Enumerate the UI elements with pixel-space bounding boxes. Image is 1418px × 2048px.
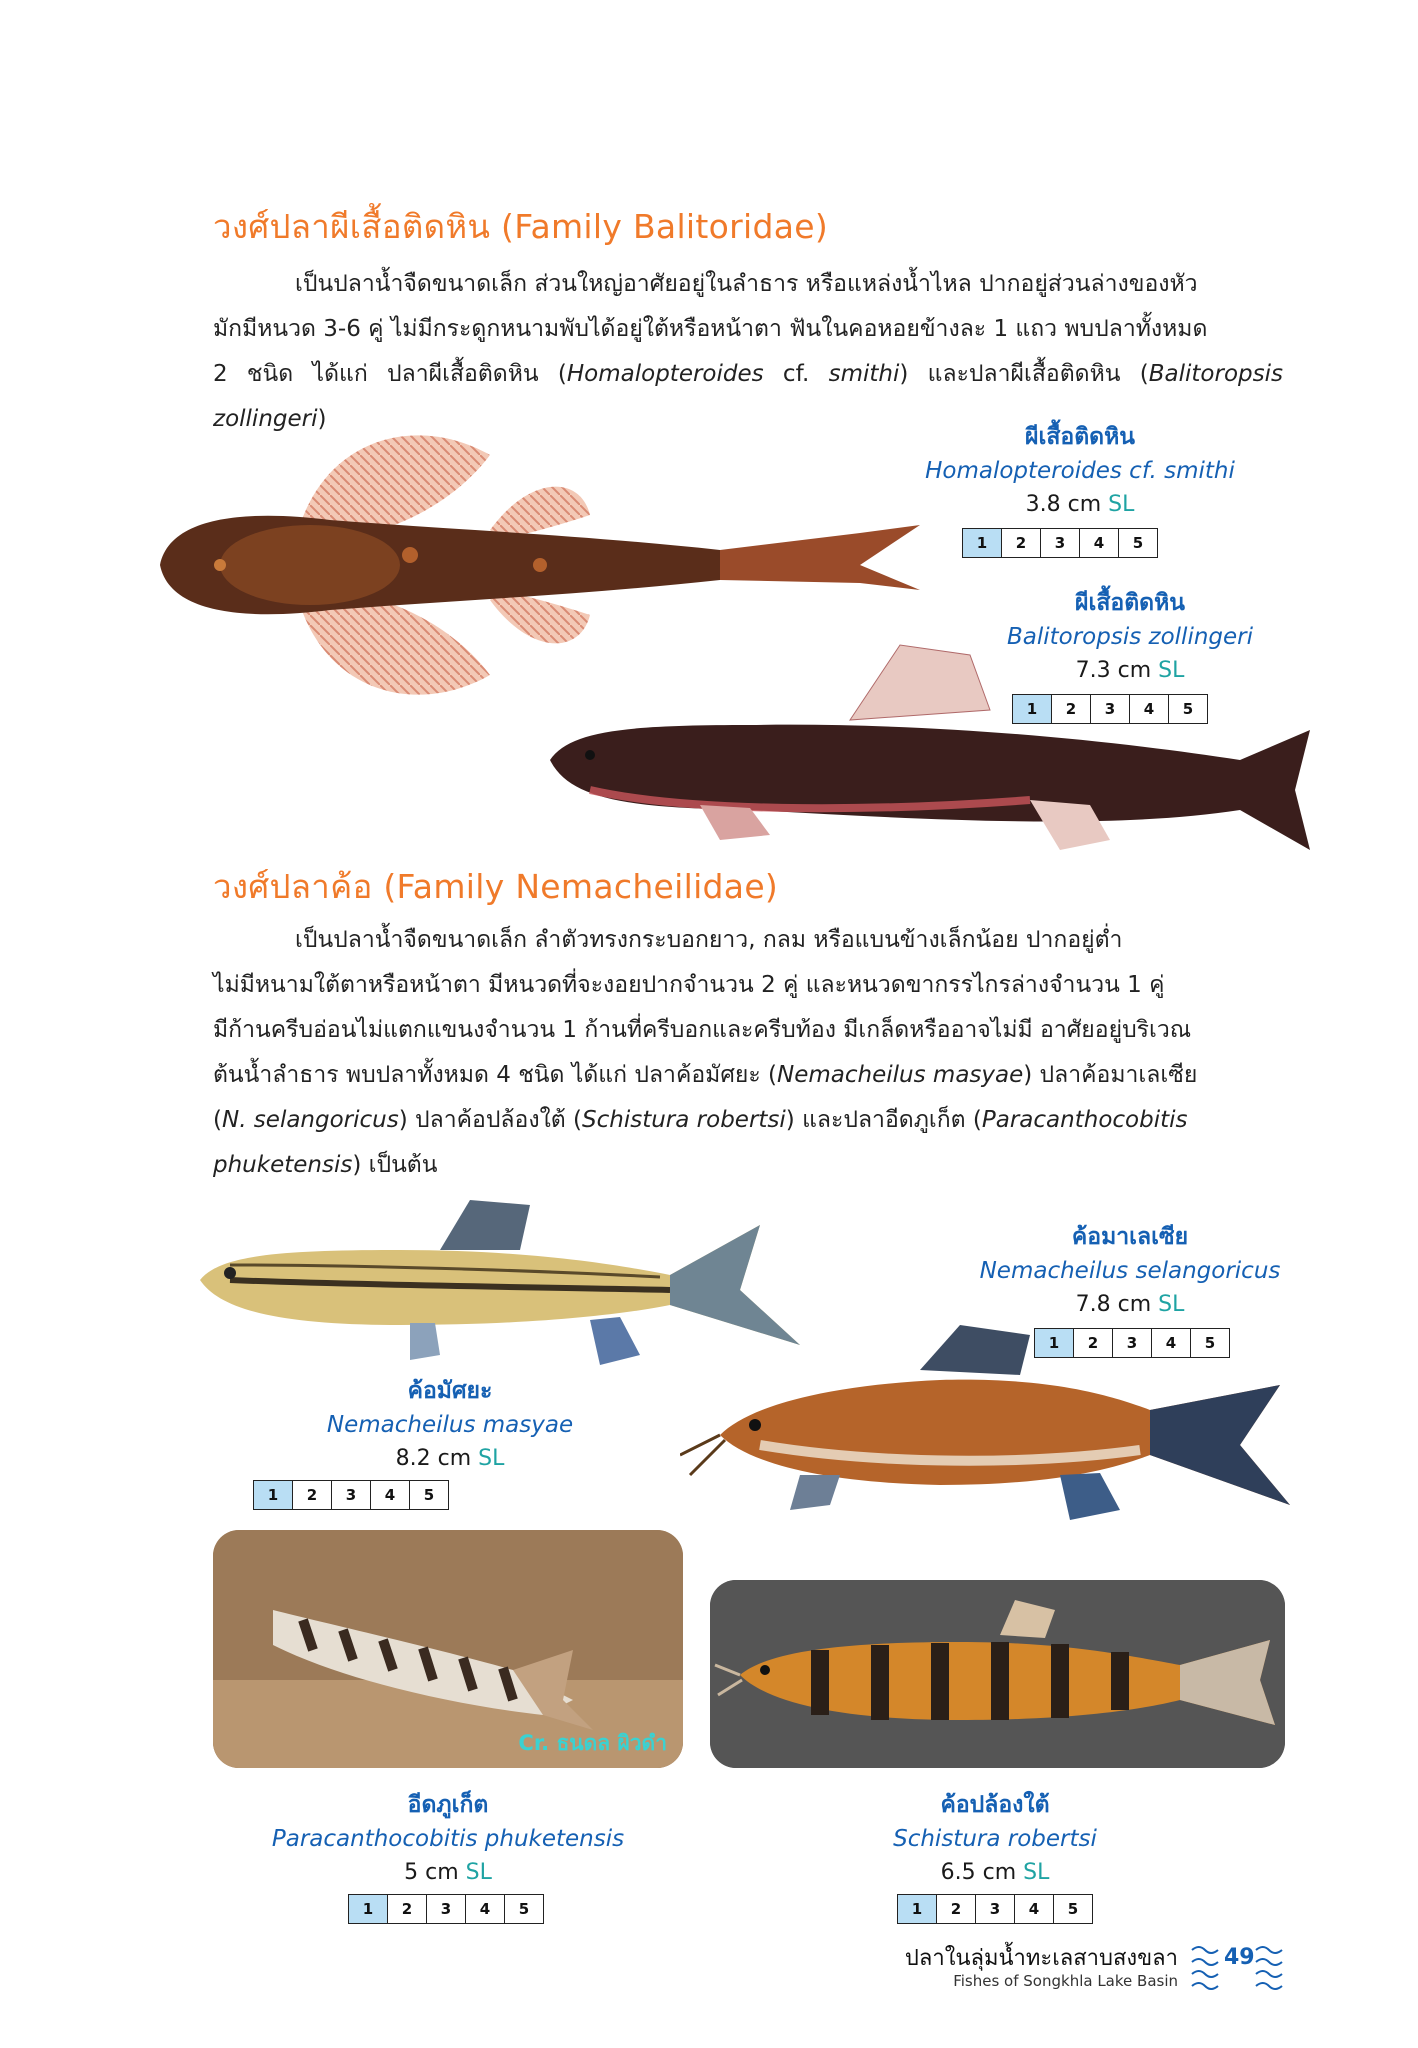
fish2-scientific-name: Balitoropsis zollingeri (1006, 624, 1254, 650)
para2-line5e: ) และปลาอีดภูเก็ต ( (785, 1107, 982, 1133)
para1-line3c: cf. (763, 361, 829, 387)
para2-line6a: phuketensis (213, 1152, 353, 1178)
fish2-thai-name: ผีเสื้อติดหิน (1075, 590, 1185, 616)
fish3-size (930, 1288, 1330, 1322)
fish2-size-unit: SL (1158, 658, 1185, 683)
fish2-size-value: 7.3 cm (1075, 658, 1152, 683)
fish3-thai-name: ค้อมาเลเซีย (1071, 1224, 1189, 1250)
scale-cell: 5 (1182, 700, 1194, 718)
scale-cell: 3 (427, 1895, 466, 1923)
scale-cell: 5 (1067, 1900, 1079, 1918)
schistura-robertsi-photo (710, 1580, 1285, 1768)
scale-cell: 3 (1113, 1329, 1152, 1357)
scale-cell: 2 (1052, 695, 1091, 723)
fish1-size-value: 3.8 cm (1025, 492, 1102, 517)
fish1-abundance-scale (962, 528, 1158, 558)
scale-cell: 1 (898, 1895, 937, 1923)
scale-cell: 4 (1015, 1895, 1054, 1923)
fish6-size (795, 1856, 1195, 1890)
fish4-size-unit: SL (478, 1446, 505, 1471)
scale-cell: 2 (937, 1895, 976, 1923)
para1-line1: เป็นปลาน้ำจืดขนาดเล็ก ส่วนใหญ่อาศัยอยู่ในลำธาร หรือแหล่งน้ำไหล ปากอยู่ส่วนล่างของหัว (295, 271, 1198, 297)
para2-line2: ไม่มีหนามใต้ตาหรือหน้าตา มีหนวดที่จะงอยปากจำนวน 2 คู่ และหนวดขากรรไกรล่างจำนวน 1 คู่ (213, 972, 1165, 998)
para1-line3e: ) และปลาผีเสื้อติดหิน ( (899, 361, 1149, 387)
footer-title-thai: ปลาในลุ่มน้ำทะเลสาบสงขลา (904, 1946, 1178, 1971)
caption-schistura-robertsi (795, 1788, 1195, 1890)
caption-nemacheilus-selangoricus (930, 1220, 1330, 1322)
fish4-scientific-name: Nemacheilus masyae (326, 1412, 574, 1438)
scale-cell: 4 (371, 1481, 410, 1509)
fish1-scientific-name: Homalopteroides cf. smithi (925, 458, 1235, 484)
fish3-scientific-name: Nemacheilus selangoricus (979, 1258, 1281, 1284)
para2-line4b: Nemacheilus masyae (777, 1062, 1024, 1088)
fish5-scientific-name: Paracanthocobitis phuketensis (271, 1826, 625, 1852)
scale-cell: 3 (1041, 529, 1080, 557)
photo-credit: Cr. ธนดล ผิวดำ (518, 1731, 667, 1755)
fish6-size-unit: SL (1023, 1860, 1050, 1885)
section2-paragraph (213, 918, 1283, 1188)
fish6-thai-name: ค้อปล้องใต้ (940, 1792, 1050, 1818)
fish4-size-value: 8.2 cm (395, 1446, 472, 1471)
nemacheilus-selangoricus-photo (680, 1325, 1290, 1525)
fish1-size (880, 488, 1280, 522)
para1-line3f: Balitoropsis zollingeri (213, 361, 1283, 432)
para2-line5b: N. selangoricus (221, 1107, 399, 1133)
scale-cell: 2 (1002, 529, 1041, 557)
wave-icon-right (1254, 1942, 1284, 1992)
scale-cell: 5 (423, 1486, 435, 1504)
scale-cell: 1 (1013, 695, 1052, 723)
footer-title-english: Fishes of Songkhla Lake Basin (953, 1972, 1178, 1990)
para1-line3d: smithi (828, 361, 900, 387)
section-title-nemacheilidae: วงศ์ปลาค้อ (Family Nemacheilidae) (213, 867, 779, 906)
para2-line1: เป็นปลาน้ำจืดขนาดเล็ก ลำตัวทรงกระบอกยาว, กลม หรือแบนข้างเล็กน้อย ปากอยู่ต่ำ (295, 927, 1123, 953)
para2-line5c: ) ปลาค้อปล้องใต้ ( (398, 1107, 583, 1133)
balitoropsis-photo (550, 640, 1310, 860)
fish6-size-value: 6.5 cm (940, 1860, 1017, 1885)
scale-cell: 5 (518, 1900, 530, 1918)
scale-cell: 3 (332, 1481, 371, 1509)
para2-line5d: Schistura robertsi (582, 1107, 786, 1133)
para1-line3g: ) (317, 406, 327, 432)
fish1-size-unit: SL (1108, 492, 1135, 517)
fish4-thai-name: ค้อมัศยะ (407, 1378, 493, 1404)
caption-paracanthocobitis (238, 1788, 658, 1890)
fish5-size-value: 5 cm (404, 1860, 459, 1885)
caption-homalopteroides (880, 420, 1280, 522)
para1-line3b: Homalopteroides (566, 361, 764, 387)
scale-cell: 1 (1035, 1329, 1074, 1357)
scale-cell: 1 (254, 1481, 293, 1509)
para2-line5f: Paracanthocobitis (981, 1107, 1188, 1133)
para1-line2: มักมีหนวด 3-6 คู่ ไม่มีกระดูกหนามพับได้อยู่ใต้หรือหน้าตา ฟันในคอหอยข้างละ 1 แถว พบปลาทั้งหมด (213, 316, 1208, 342)
paracanthocobitis-photo (213, 1530, 683, 1768)
fish5-thai-name: อีดภูเก็ต (407, 1792, 489, 1818)
fish6-abundance-scale (897, 1894, 1093, 1924)
para1-line3a: 2 ชนิด ได้แก่ ปลาผีเสื้อติดหิน ( (213, 361, 567, 387)
scale-cell: 5 (1204, 1334, 1216, 1352)
fish1-thai-name: ผีเสื้อติดหิน (1025, 424, 1135, 450)
caption-nemacheilus-masyae (250, 1374, 650, 1476)
section-title-balitoridae: วงศ์ปลาผีเสื้อติดหิน (Family Balitoridae) (213, 207, 828, 246)
para2-line4c: ) ปลาค้อมาเลเซีย (1023, 1062, 1198, 1088)
scale-cell: 1 (963, 529, 1002, 557)
fish3-size-value: 7.8 cm (1075, 1292, 1152, 1317)
scale-cell: 3 (976, 1895, 1015, 1923)
scale-cell: 1 (349, 1895, 388, 1923)
scale-cell: 4 (1152, 1329, 1191, 1357)
fish5-abundance-scale (348, 1894, 544, 1924)
fish5-size-unit: SL (465, 1860, 492, 1885)
fish3-size-unit: SL (1158, 1292, 1185, 1317)
para2-line6b: ) เป็นต้น (352, 1152, 438, 1178)
scale-cell: 3 (1091, 695, 1130, 723)
para2-line4a: ต้นน้ำลำธาร พบปลาทั้งหมด 4 ชนิด ได้แก่ ปลาค้อมัศยะ ( (213, 1062, 778, 1088)
scale-cell: 4 (1130, 695, 1169, 723)
page-number: 49 (1224, 1945, 1255, 1970)
scale-cell: 4 (1080, 529, 1119, 557)
scale-cell: 4 (466, 1895, 505, 1923)
scale-cell: 2 (388, 1895, 427, 1923)
schistura-illustration (710, 1580, 1285, 1768)
scale-cell: 5 (1132, 534, 1144, 552)
fish4-abundance-scale (253, 1480, 449, 1510)
fish6-scientific-name: Schistura robertsi (893, 1826, 1097, 1852)
para2-line3: มีก้านครีบอ่อนไม่แตกแขนงจำนวน 1 ก้านที่ครีบอกและครีบท้อง มีเกล็ดหรืออาจไม่มี อาศัยอยู่บริเวณ (213, 1017, 1192, 1043)
scale-cell: 2 (1074, 1329, 1113, 1357)
para2-line5a: ( (213, 1107, 222, 1133)
fish5-size (238, 1856, 658, 1890)
scale-cell: 2 (293, 1481, 332, 1509)
wave-icon-left (1190, 1942, 1220, 1992)
fish4-size (250, 1442, 650, 1476)
